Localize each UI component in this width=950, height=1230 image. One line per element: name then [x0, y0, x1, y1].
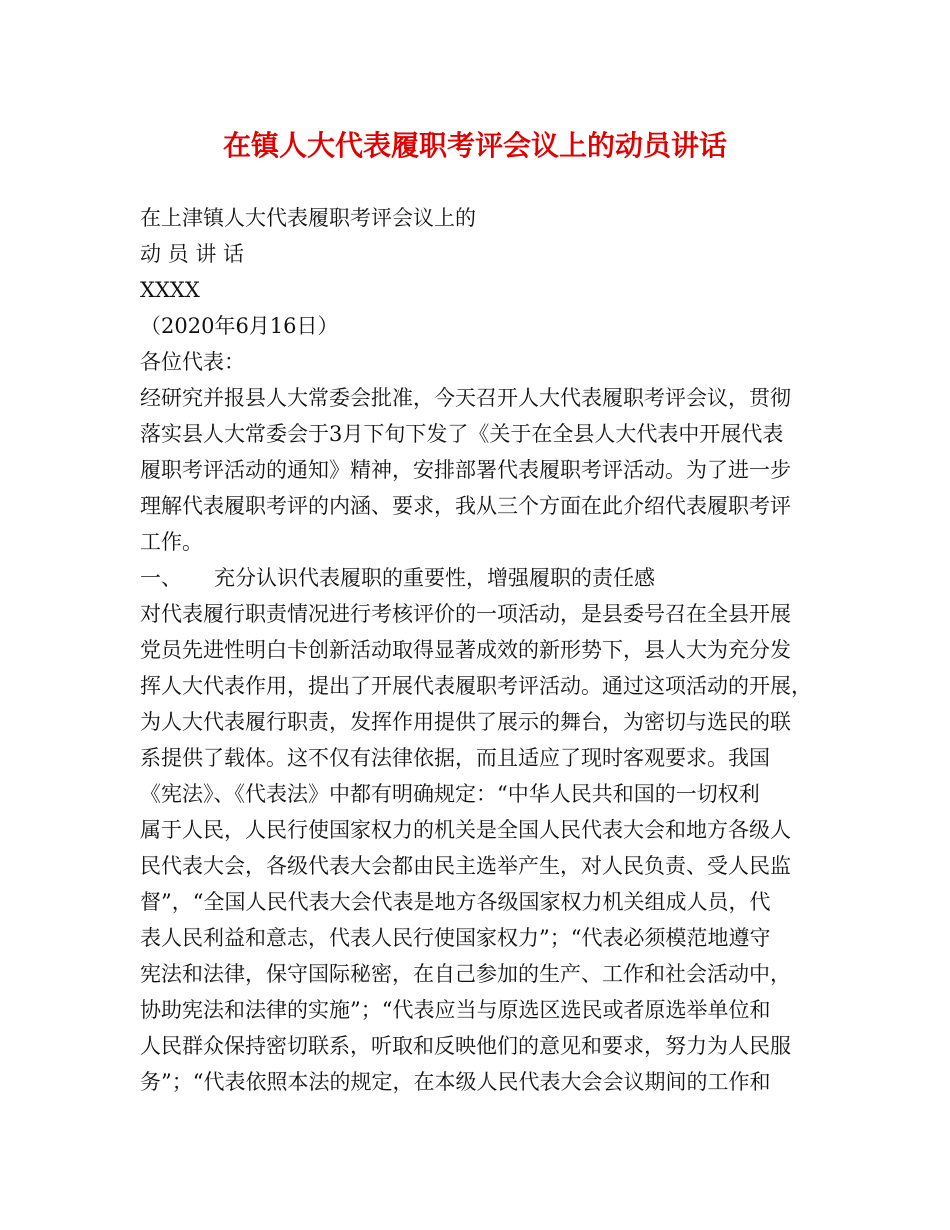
- section-line: 宪法和法律，保守国际秘密，在自己参加的生产、工作和社会活动中，: [140, 962, 791, 986]
- section-line: 务”；“代表依照本法的规定，在本级人民代表大会会议期间的工作和: [140, 1070, 771, 1094]
- section-line: 《宪法》、《代表法》中都有明确规定：“中华人民共和国的一切权利: [140, 782, 760, 806]
- section-line: 表人民利益和意志，代表人民行使国家权力”；“代表必须模范地遵守: [140, 926, 771, 950]
- intro-line: 工作。: [140, 530, 203, 554]
- section-line: 民代表大会，各级代表大会都由民主选举产生，对人民负责、受人民监: [140, 854, 791, 878]
- section-line: 人民群众保持密切联系，听取和反映他们的意见和要求，努力为人民服: [140, 1034, 791, 1058]
- section-line: 督”，“全国人民代表大会代表是地方各级国家权力机关组成人员，代: [140, 890, 771, 914]
- section-line: 属于人民，人民行使国家权力的机关是全国人民代表大会和地方各级人: [140, 818, 791, 842]
- section-line: 协助宪法和法律的实施”；“代表应当与原选区选民或者原选举单位和: [140, 998, 771, 1022]
- intro-line: 履职考评活动的通知》精神，安排部署代表履职考评活动。为了进一步: [140, 458, 791, 482]
- section-line: 挥人大代表作用，提出了开展代表履职考评活动。通过这项活动的开展，: [140, 674, 812, 698]
- document-title: 在镇人大代表履职考评会议上的动员讲话: [222, 129, 727, 162]
- intro-line: 经研究并报县人大常委会批准，今天召开人大代表履职考评会议，贯彻: [140, 386, 791, 410]
- section-heading: [140, 560, 820, 596]
- author: XXXX: [140, 278, 200, 302]
- subtitle-line-1: 在上津镇人大代表履职考评会议上的: [140, 206, 476, 230]
- speech-date: （2020年6月16日）: [140, 314, 339, 338]
- subtitle-line-2: 动 员 讲 话: [140, 242, 245, 266]
- section-line: 系提供了载体。这不仅有法律依据，而且适应了现时客观要求。我国: [140, 746, 770, 770]
- section-line: 为人大代表履行职责，发挥作用提供了展示的舞台，为密切与选民的联: [140, 710, 791, 734]
- intro-line: 落实县人大常委会于3月下旬下发了《关于在全县人大代表中开展代表: [140, 422, 784, 446]
- section-heading-text: 充分认识代表履职的重要性，增强履职的责任感: [214, 566, 655, 590]
- section-line: 党员先进性明白卡创新活动取得显著成效的新形势下，县人大为充分发: [140, 638, 791, 662]
- section-number: 一、: [140, 566, 182, 590]
- document-body: [140, 200, 820, 1100]
- intro-line: 理解代表履职考评的内涵、要求，我从三个方面在此介绍代表履职考评: [140, 494, 791, 518]
- section-line: 对代表履行职责情况进行考核评价的一项活动，是县委号召在全县开展: [140, 602, 791, 626]
- salutation: 各位代表：: [140, 350, 245, 374]
